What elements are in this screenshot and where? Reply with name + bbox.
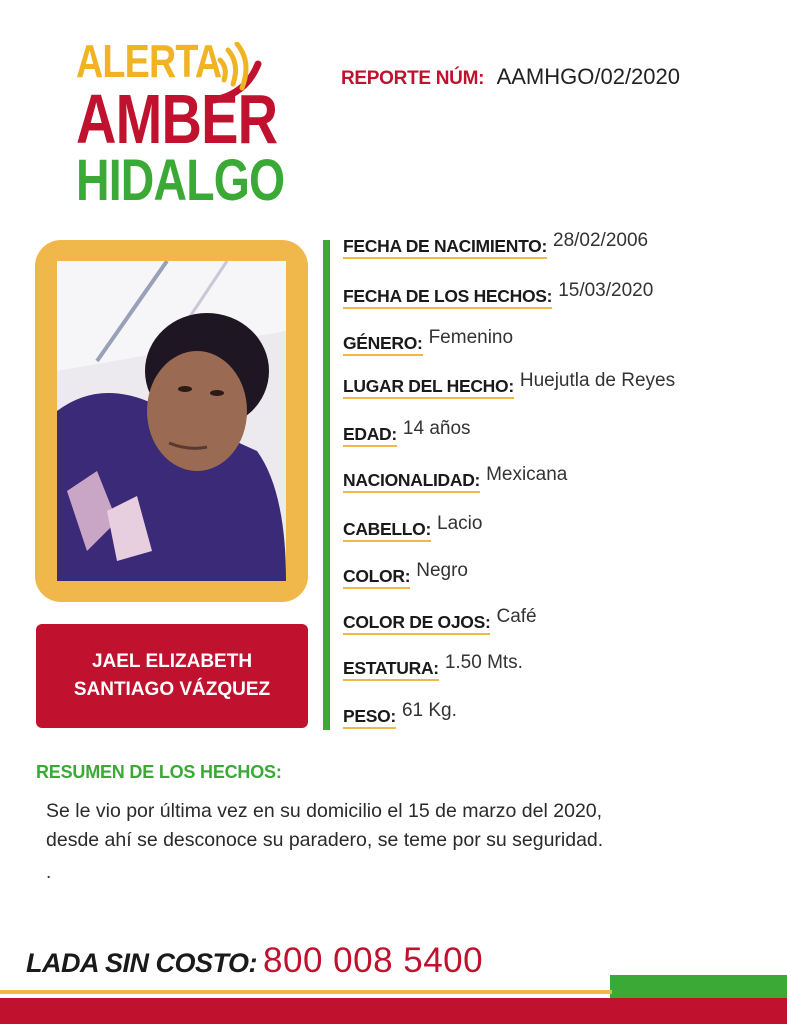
field-label: ESTATURA: bbox=[343, 658, 439, 681]
summary-line-2: desde ahí se desconoce su paradero, se teme por su seguridad. bbox=[46, 829, 604, 851]
field-label: EDAD: bbox=[343, 424, 397, 447]
field-hair bbox=[343, 513, 483, 541]
field-label: NACIONALIDAD: bbox=[343, 470, 480, 493]
name-line-1: JAEL ELIZABETH bbox=[91, 651, 253, 672]
green-stripe bbox=[610, 975, 787, 998]
field-value: 1.50 Mts. bbox=[444, 652, 523, 673]
field-label: COLOR DE OJOS: bbox=[343, 612, 490, 635]
hotline-number: 800 008 5400 bbox=[263, 941, 484, 980]
logo-line-amber: AMBER bbox=[76, 80, 278, 158]
alerta-amber-hidalgo-logo bbox=[76, 35, 285, 213]
yellow-stripe bbox=[0, 990, 612, 994]
field-value: 15/03/2020 bbox=[558, 280, 654, 301]
field-label: COLOR: bbox=[343, 566, 410, 589]
summary-line-1: Se le vio por última vez en su domicilio el 15 de marzo del 2020, bbox=[46, 800, 603, 822]
summary-trailing-dot: . bbox=[46, 862, 52, 883]
field-eye-color bbox=[343, 606, 537, 634]
logo-line-hidalgo: HIDALGO bbox=[76, 148, 285, 213]
signal-waves-icon bbox=[206, 42, 266, 112]
hotline-label: LADA SIN COSTO: bbox=[26, 948, 258, 978]
field-event-date bbox=[343, 280, 654, 308]
field-value: 28/02/2006 bbox=[553, 230, 649, 251]
photo-frame bbox=[35, 240, 308, 602]
field-value: 61 Kg. bbox=[401, 700, 457, 721]
green-divider bbox=[323, 240, 330, 730]
field-height bbox=[343, 652, 523, 680]
field-value: Lacio bbox=[437, 513, 483, 534]
name-line-2: SANTIAGO VÁZQUEZ bbox=[73, 679, 271, 700]
field-value: 14 años bbox=[402, 418, 471, 439]
field-label: GÉNERO: bbox=[343, 333, 423, 356]
report-number bbox=[341, 64, 680, 90]
summary-text bbox=[46, 797, 746, 855]
report-number-value: AAMHGO/02/2020 bbox=[496, 64, 681, 89]
field-label: PESO: bbox=[343, 706, 396, 729]
field-nationality bbox=[343, 464, 568, 492]
field-value: Huejutla de Reyes bbox=[519, 370, 676, 391]
field-location bbox=[343, 370, 676, 398]
field-age bbox=[343, 418, 471, 446]
summary-title: RESUMEN DE LOS HECHOS: bbox=[36, 762, 282, 782]
field-label: LUGAR DEL HECHO: bbox=[343, 376, 514, 399]
field-gender bbox=[343, 327, 514, 355]
report-number-label: REPORTE NÚM: bbox=[341, 68, 485, 89]
field-color bbox=[343, 560, 468, 588]
field-label: FECHA DE NACIMIENTO: bbox=[343, 236, 547, 259]
red-stripe bbox=[0, 998, 787, 1024]
field-value: Femenino bbox=[428, 327, 514, 348]
hotline bbox=[26, 941, 483, 981]
field-birth-date bbox=[343, 230, 649, 258]
missing-person-name bbox=[36, 624, 308, 728]
logo-line-alerta: ALERTA bbox=[76, 35, 222, 87]
field-label: CABELLO: bbox=[343, 519, 431, 542]
field-value: Mexicana bbox=[486, 464, 568, 485]
field-value: Café bbox=[496, 606, 537, 627]
missing-person-photo bbox=[57, 261, 286, 581]
field-value: Negro bbox=[416, 560, 468, 581]
field-label: FECHA DE LOS HECHOS: bbox=[343, 286, 552, 309]
field-weight bbox=[343, 700, 457, 728]
